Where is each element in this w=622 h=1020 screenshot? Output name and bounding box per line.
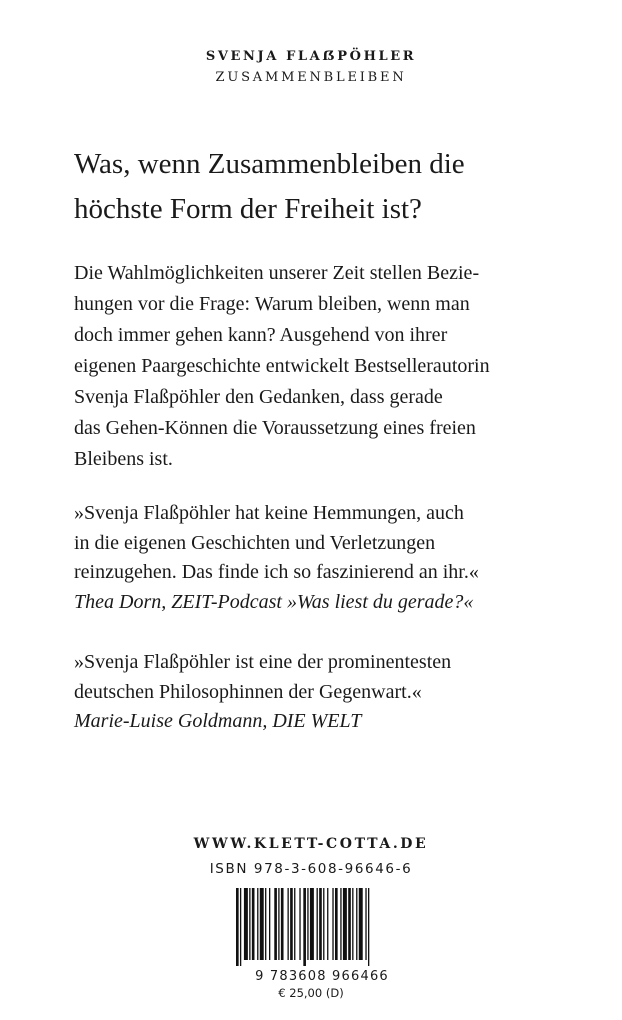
blurb-line: Bleibens ist. [74, 448, 173, 470]
author-name: SVENJA FLAẞPÖHLER [205, 49, 417, 64]
quote-line: in die eigenen Geschichten und Verletzungen [74, 531, 436, 554]
isbn-number: ISBN 978-3-608-96646-6 [209, 861, 413, 877]
quote-line: »Svenja Flaßpöhler ist eine der prominentesten [74, 651, 452, 673]
barcode-bar [356, 888, 357, 960]
quote-line: »Svenja Flaßpöhler hat keine Hemmungen, auch [74, 502, 464, 524]
barcode-bar [249, 888, 250, 960]
barcode-bar [299, 888, 300, 960]
barcode-bar [294, 888, 295, 960]
barcode-digits: 9 783608 966466 [255, 969, 389, 984]
blurb-line: Die Wahlmöglichkeiten unserer Zeit stellen Bezie- [74, 262, 480, 284]
quote-source: Thea Dorn, ZEIT-Podcast »Was liest du gerade?« [74, 590, 474, 613]
barcode-bar [348, 888, 351, 960]
blurb-line: hungen vor die Frage: Warum bleiben, wenn man [74, 293, 470, 315]
barcode-bar [281, 888, 284, 960]
barcode-bar [359, 888, 363, 960]
barcode-bar [335, 888, 338, 960]
barcode-graphic [232, 886, 412, 984]
barcode-bar [310, 888, 314, 960]
barcode-bar [244, 888, 248, 960]
barcode-bar [257, 888, 258, 960]
barcode-bar [307, 888, 308, 960]
barcode-bar [269, 888, 270, 960]
barcode-bar [240, 888, 241, 966]
blurb-line: das Gehen-Können die Voraussetzung eines freien [74, 417, 476, 439]
quote-source: Marie-Luise Goldmann, DIE WELT [74, 710, 362, 732]
quote-line: reinzugehen. Das finde ich so faszinierend an ihr.« [74, 561, 479, 583]
headline [74, 142, 574, 232]
book-title: ZUSAMMENBLEIBEN [215, 70, 407, 85]
barcode-bar [368, 888, 369, 966]
barcode-bar [236, 888, 239, 966]
headline-line: Was, wenn Zusammenbleiben die [74, 148, 465, 180]
price-label: € 25,00 (D) [278, 986, 344, 1000]
barcode-bar [252, 888, 255, 960]
barcode-bar [365, 888, 366, 960]
publisher-website: WWW.KLETT-COTTA.DE [193, 836, 429, 852]
barcode-bar [340, 888, 341, 960]
barcode-bar [265, 888, 266, 960]
barcode-bar [319, 888, 322, 960]
barcode-bar [317, 888, 318, 960]
review-quote [74, 648, 574, 737]
blurb-paragraph [74, 258, 574, 475]
barcode-bar [303, 888, 306, 966]
blurb-line: doch immer gehen kann? Ausgehend von ihrer [74, 324, 448, 346]
book-header [0, 46, 622, 88]
headline-line: höchste Form der Freiheit ist? [74, 193, 422, 225]
barcode-bar [260, 888, 264, 960]
barcode-bar [352, 888, 353, 960]
barcode-bar [278, 888, 279, 960]
barcode-bar [327, 888, 328, 960]
barcode-bar [323, 888, 324, 960]
quote-line: deutschen Philosophinnen der Gegenwart.« [74, 680, 422, 703]
barcode-bar [290, 888, 293, 960]
blurb-line: Svenja Flaßpöhler den Gedanken, dass gerade [74, 386, 443, 408]
review-quote [74, 499, 574, 617]
barcode-bar [332, 888, 333, 960]
barcode-bar [287, 888, 288, 960]
barcode-bar [343, 888, 347, 960]
blurb-line: eigenen Paargeschichte entwickelt Bestsellerautorin [74, 355, 490, 377]
barcode [232, 886, 412, 984]
barcode-bar [274, 888, 277, 960]
